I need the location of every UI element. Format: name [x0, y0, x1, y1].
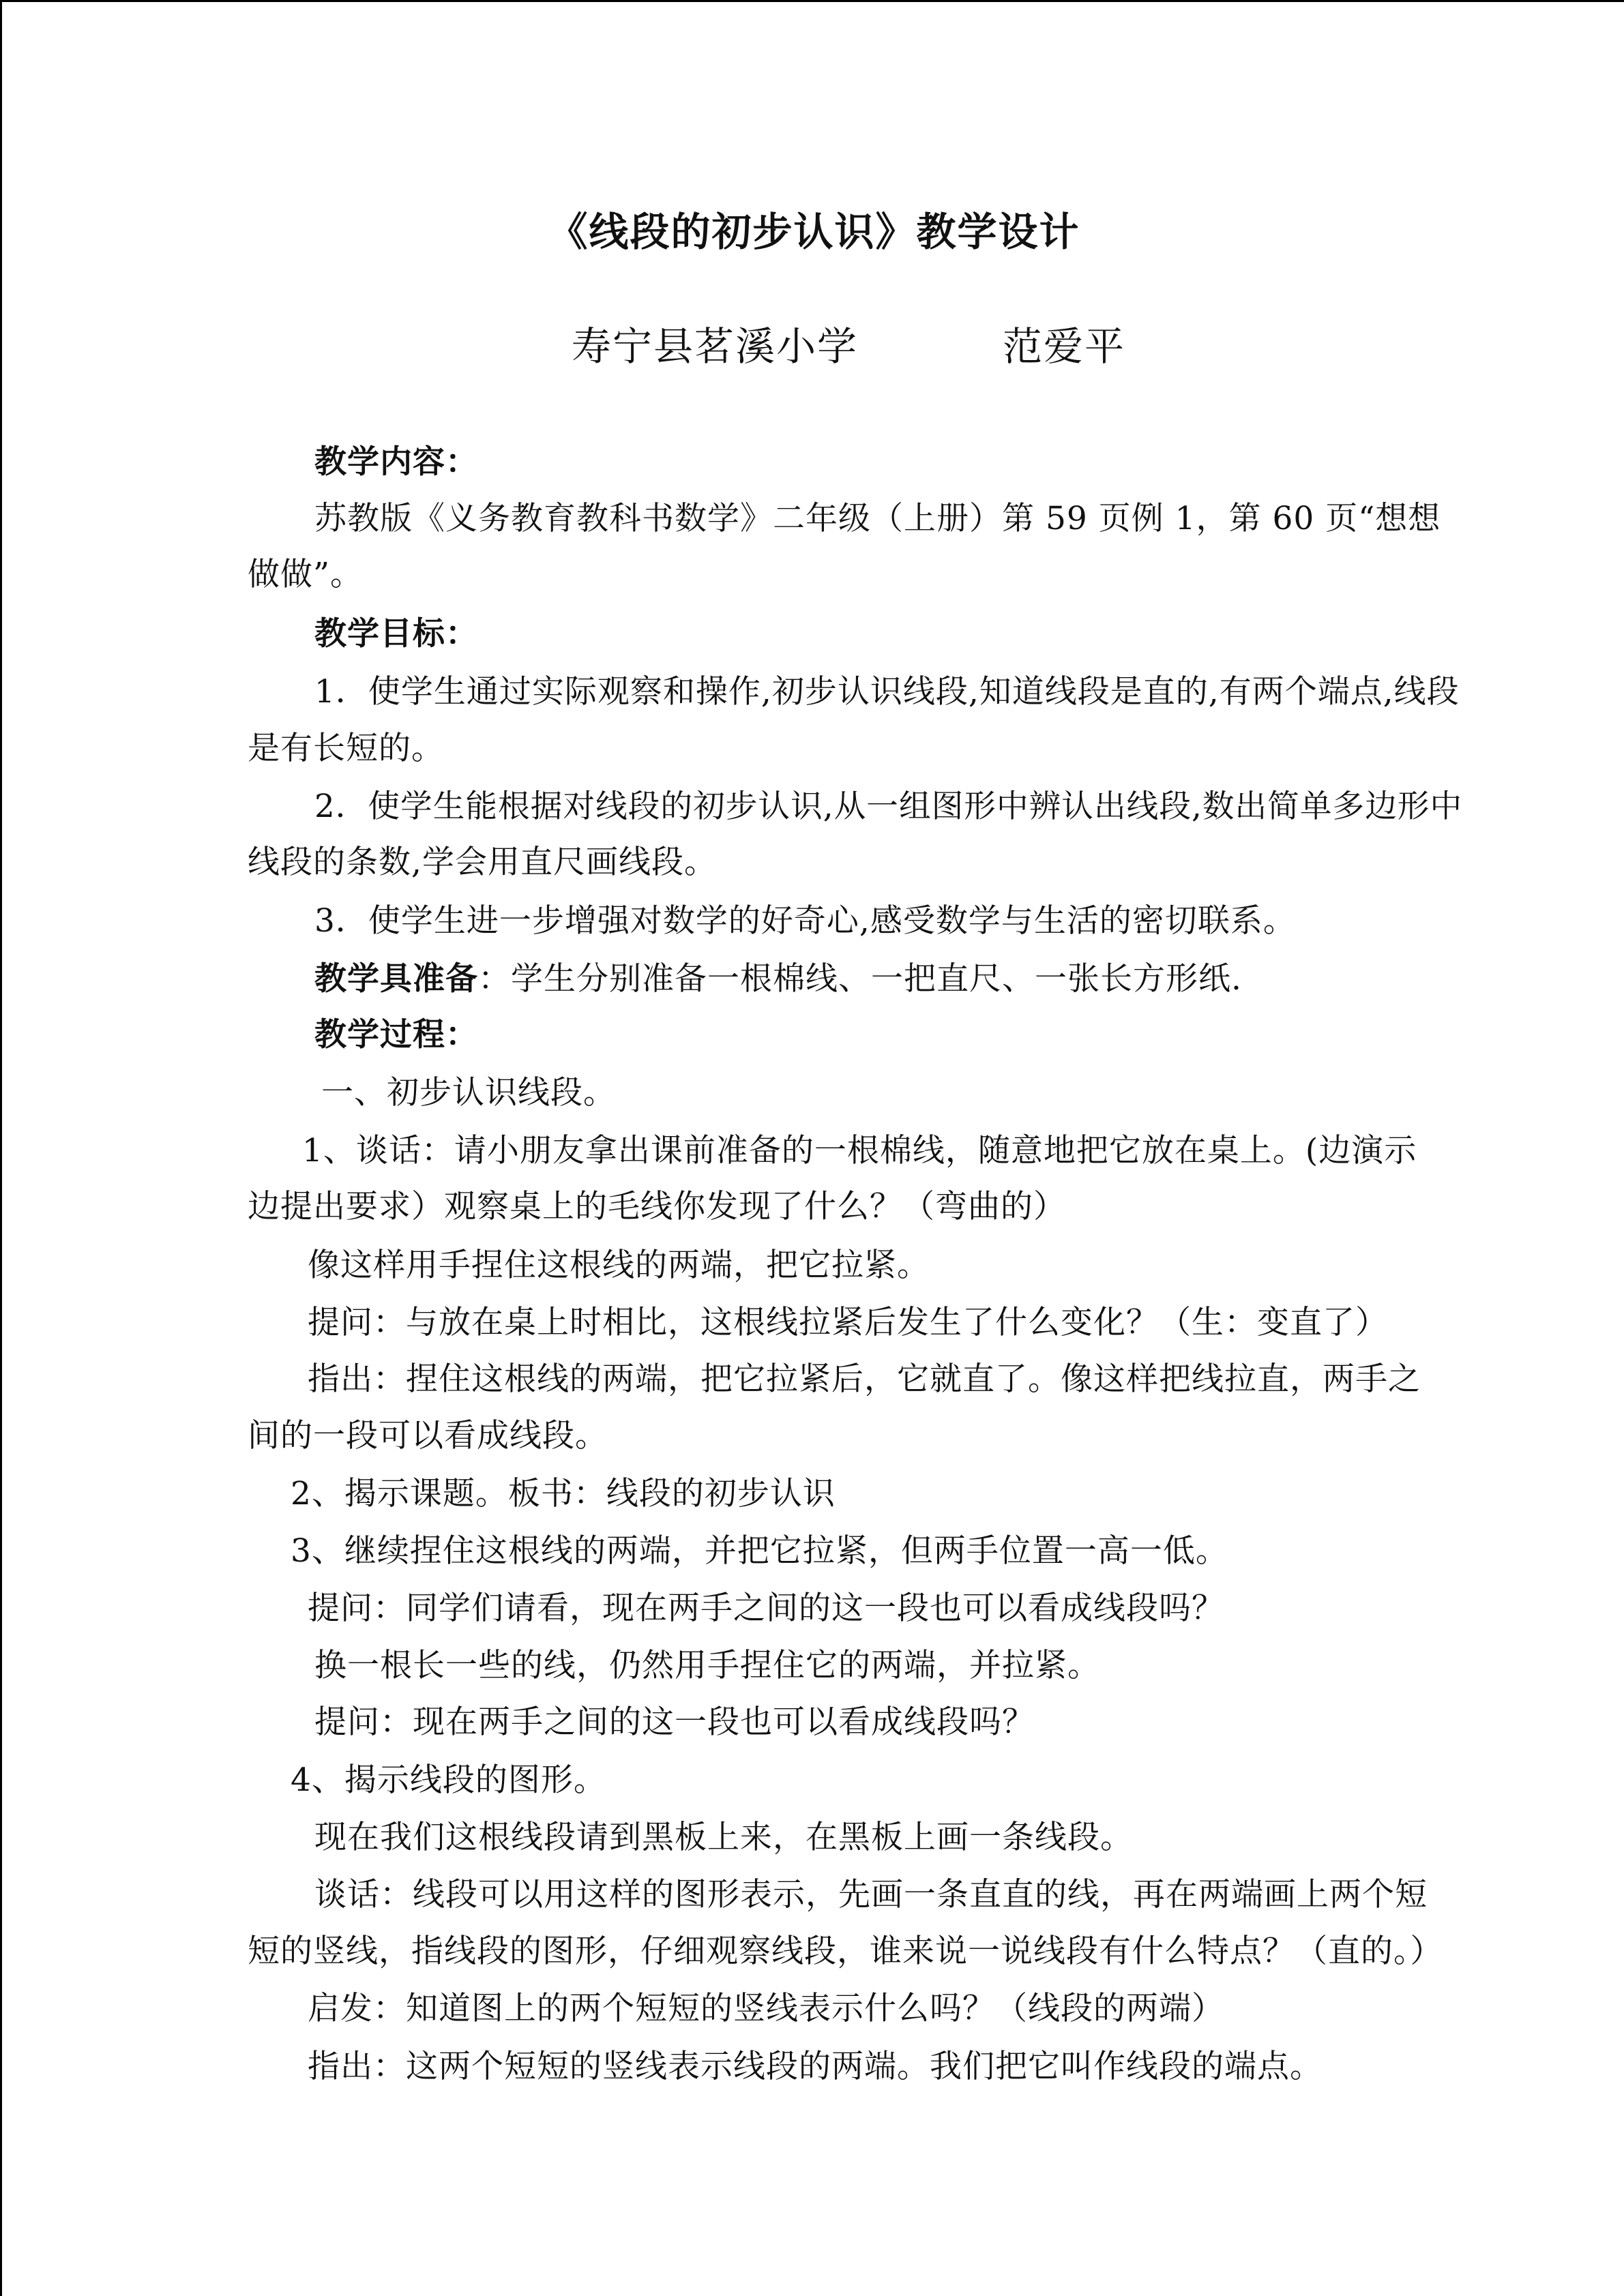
prep-label: 教学具准备 — [314, 960, 478, 998]
goals-heading: 教学目标： — [314, 615, 478, 653]
content-line-2: 做做”。 — [248, 556, 364, 593]
process-p12-line-1: 谈话：线段可以用这样的图形表示，先画一条直直的线，再在两端画上两个短 — [314, 1876, 1428, 1913]
content-line-1: 苏教版《义务教育教科书数学》二年级（上册）第 59 页例 1，第 60 页“想想 — [314, 500, 1441, 537]
process-p6: 3、继续捏住这根线的两端，并把它拉紧，但两手位置一高一低。 — [291, 1532, 1228, 1570]
process-p1-line-1: 1、谈话：请小朋友拿出课前准备的一根棉线，随意地把它放在桌上。(边演示 — [302, 1132, 1417, 1169]
goal-2-line-2: 线段的条数,学会用直尺画线段。 — [248, 844, 717, 881]
process-p5: 2、揭示课题。板书：线段的初步认识 — [291, 1475, 836, 1512]
process-p14: 指出：这两个短短的竖线表示线段的两端。我们把它叫作线段的端点。 — [308, 2048, 1323, 2085]
document-title: 《线段的初步认识》教学设计 — [548, 209, 1080, 255]
section-1-heading: 一、初步认识线段。 — [321, 1074, 616, 1112]
goal-3: 3．使学生进一步增强对数学的好奇心,感受数学与生活的密切联系。 — [314, 902, 1296, 940]
school-name: 寿宁县茗溪小学 — [572, 323, 859, 370]
content-heading: 教学内容： — [314, 443, 478, 481]
goal-1-line-2: 是有长短的。 — [248, 730, 444, 767]
prep-text: ：学生分别准备一根棉线、一把直尺、一张长方形纸. — [478, 960, 1242, 998]
process-p2: 像这样用手捏住这根线的两端，把它拉紧。 — [308, 1247, 930, 1284]
goal-2-line-1: 2．使学生能根据对线段的初步认识,从一组图形中辨认出线段,数出简单多边形中 — [314, 788, 1463, 825]
process-p4-line-1: 指出：捏住这根线的两端，把它拉紧后，它就直了。像这样把线拉直，两手之 — [308, 1360, 1421, 1398]
process-heading: 教学过程： — [314, 1016, 478, 1054]
process-p10: 4、揭示线段的图形。 — [291, 1761, 606, 1799]
goal-1-line-1: 1．使学生通过实际观察和操作,初步认识线段,知道线段是直的,有两个端点,线段 — [314, 673, 1460, 711]
process-p4-line-2: 间的一段可以看成线段。 — [248, 1417, 608, 1455]
process-p3: 提问：与放在桌上时相比，这根线拉紧后发生了什么变化？（生：变直了） — [308, 1304, 1388, 1341]
process-p8: 换一根长一些的线，仍然用手捏住它的两端，并拉紧。 — [314, 1647, 1100, 1684]
process-p1-line-2: 边提出要求）观察桌上的毛线你发现了什么？（弯曲的） — [248, 1188, 1066, 1225]
process-p9: 提问：现在两手之间的这一段也可以看成线段吗？ — [314, 1703, 1035, 1741]
author-name: 范爱平 — [1003, 323, 1126, 370]
prep-paragraph — [314, 959, 1242, 1000]
process-p7: 提问：同学们请看，现在两手之间的这一段也可以看成线段吗？ — [308, 1590, 1224, 1627]
process-p11: 现在我们这根线段请到黑板上来，在黑板上画一条线段。 — [314, 1819, 1133, 1856]
process-p12-line-2: 短的竖线，指线段的图形，仔细观察线段，谁来说一说线段有什么特点？（直的。） — [248, 1933, 1443, 1970]
process-p13: 启发：知道图上的两个短短的竖线表示什么吗？（线段的两端） — [308, 1990, 1224, 2027]
